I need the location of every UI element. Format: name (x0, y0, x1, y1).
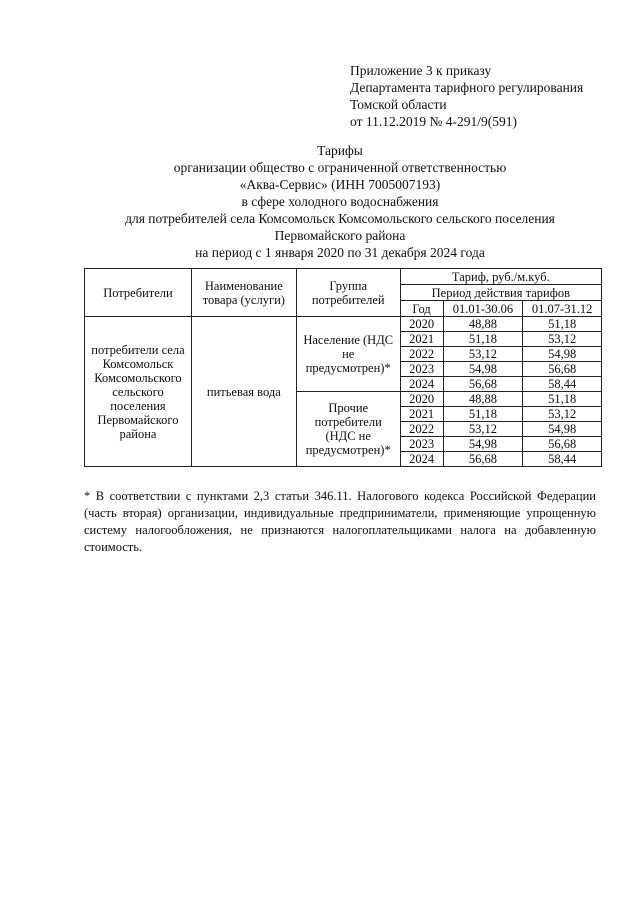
year-cell: 2020 (400, 317, 443, 332)
title-line: Первомайского района (274, 228, 406, 243)
document-title (60, 142, 620, 261)
tariff-h1-cell: 48,88 (443, 317, 523, 332)
year-cell: 2021 (400, 332, 443, 347)
tariff-h1-cell: 54,98 (443, 437, 523, 452)
year-cell: 2024 (400, 377, 443, 392)
header-period: Период действия тарифов (400, 285, 601, 301)
tariff-h1-cell: 54,98 (443, 362, 523, 377)
header-product: Наименование товара (услуги) (191, 269, 296, 317)
tariff-h2-cell: 54,98 (523, 422, 602, 437)
title-line: на период с 1 января 2020 по 31 декабря 2024 года (195, 245, 485, 260)
header-second-half: 01.07-31.12 (523, 301, 602, 317)
tariff-h1-cell: 53,12 (443, 422, 523, 437)
header-group: Группа потребителей (296, 269, 400, 317)
appendix-header (350, 62, 583, 130)
header-year: Год (400, 301, 443, 317)
appendix-line: Департамента тарифного регулирования (350, 80, 584, 95)
year-cell: 2020 (400, 392, 443, 407)
tariff-h2-cell: 56,68 (523, 362, 602, 377)
tariff-h2-cell: 51,18 (523, 392, 602, 407)
year-cell: 2023 (400, 362, 443, 377)
tariff-h2-cell: 53,12 (523, 407, 602, 422)
tariff-h2-cell: 58,44 (523, 452, 602, 467)
year-cell: 2022 (400, 422, 443, 437)
tariff-h1-cell: 56,68 (443, 377, 523, 392)
tariff-h2-cell: 58,44 (523, 377, 602, 392)
tariff-h1-cell: 48,88 (443, 392, 523, 407)
table-row (85, 317, 602, 332)
tariff-h1-cell: 51,18 (443, 332, 523, 347)
title-line: организации общество с ограниченной ответственностью (173, 160, 507, 175)
title-line: для потребителей села Комсомольск Комсомольского сельского поселения (125, 211, 555, 226)
header-tariff: Тариф, руб./м.куб. (400, 269, 601, 285)
header-first-half: 01.01-30.06 (443, 301, 523, 317)
tariff-h1-cell: 51,18 (443, 407, 523, 422)
title-line: «Аква-Сервис» (ИНН 7005007193) (239, 177, 441, 192)
group-cell: Прочие потребители (НДС не предусмотрен)* (296, 392, 400, 467)
title-line: в сфере холодного водоснабжения (241, 194, 439, 209)
product-cell: питьевая вода (191, 317, 296, 467)
tariff-table (84, 268, 602, 467)
tariff-h2-cell: 56,68 (523, 437, 602, 452)
year-cell: 2021 (400, 407, 443, 422)
year-cell: 2023 (400, 437, 443, 452)
group-cell: Население (НДС не предусмотрен)* (296, 317, 400, 392)
appendix-line: Томской области (350, 97, 447, 112)
consumers-cell: потребители села Комсомольск Комсомольского сельского поселения Первомайского района (85, 317, 192, 467)
year-cell: 2024 (400, 452, 443, 467)
year-cell: 2022 (400, 347, 443, 362)
title-line: Тарифы (317, 143, 363, 158)
tariff-h1-cell: 56,68 (443, 452, 523, 467)
tariff-h2-cell: 51,18 (523, 317, 602, 332)
tariff-h1-cell: 53,12 (443, 347, 523, 362)
appendix-line: Приложение 3 к приказу (350, 63, 492, 78)
header-consumers: Потребители (85, 269, 192, 317)
tariff-h2-cell: 54,98 (523, 347, 602, 362)
footnote: * В соответствии с пунктами 2,3 статьи 346.11. Налогового кодекса Российской Федерации (часть вторая) организации, индивидуальные предприниматели, применяющие упрощенную систему налогообложения, не признаются налогоплательщиками налога на добавленную стоимость. (84, 489, 596, 554)
appendix-line: от 11.12.2019 № 4-291/9(591) (350, 114, 517, 129)
tariff-h2-cell: 53,12 (523, 332, 602, 347)
